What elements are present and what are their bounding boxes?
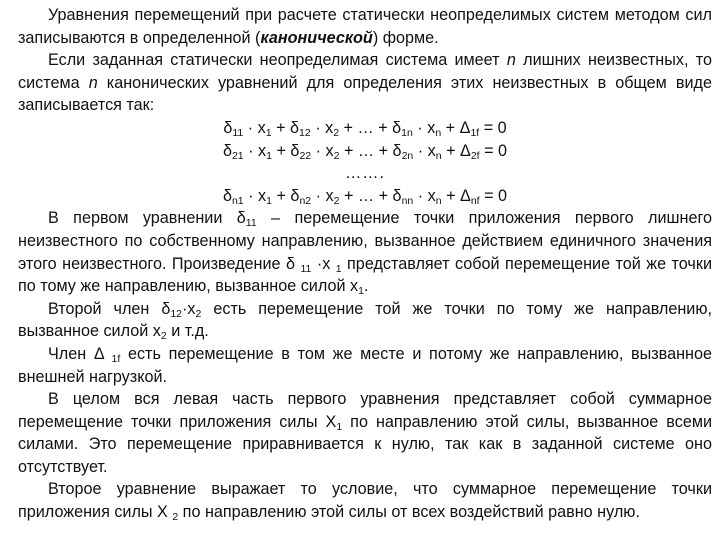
text: лишних неизвестных, то система <box>18 51 712 92</box>
equation-2: $\delta_{21} \cdot x_1 + \delta_{22} \cdot x_2$ + … + $\delta_{2n} \cdot x_n + \Delta_{2f} = 0$ <box>222 141 508 162</box>
variable-n: n <box>88 73 98 92</box>
emphasized-term: канонической <box>260 28 373 47</box>
equation-ellipsis: ……. <box>345 164 385 183</box>
text: Уравнения перемещений при расчете статически неопределимых систем методом сил записываются в определенной ( <box>18 6 712 47</box>
paragraph-load-term: Член Δ $_{1f}$ есть перемещение в том же месте и потому же направлению, вызванное внешней нагрузкой. <box>18 344 712 386</box>
paragraph-system-intro <box>18 49 712 117</box>
text: ) форме. <box>372 28 439 47</box>
paragraph-first-equation: В первом уравнении $\delta_{11}$ – перемещение точки приложения первого лишнего неизвестного по собственному направлению, вызванное действием единичного значения этого неизвестного. Произведение δ $_{11}$ ·x $_1$ представляет собой перемещение той же точки по тому же направлению, вызванное силой $x_1$. <box>18 209 712 298</box>
variable-n: n <box>506 51 516 70</box>
paragraph-second-equation: Второе уравнение выражает то условие, что суммарное перемещение точки приложения силы X $_2$ по направлению этой силы от всех воздействий равно нулю. <box>18 480 712 524</box>
paragraph-second-term: Второй член $\delta_{12}\cdot x_2$ есть перемещение той же точки по тому же направлению, вызванное силой $x_2$ и т.д. <box>18 299 712 343</box>
equation-1: $\delta_{11} \cdot x_1 + \delta_{12} \cdot x_2$ + … + $\delta_{1n} \cdot x_n + \Delta_{1f} = 0$ <box>223 118 507 139</box>
equation-n: $\delta_{n1} \cdot x_1 + \delta_{n2} \cdot x_2$ + … + $\delta_{nn} \cdot x_n + \Delta_{nf} = 0$ <box>222 186 508 207</box>
paragraph-total-displacement: В целом вся левая часть первого уравнения представляет собой суммарное перемещение точки приложения силы $X_1$ по направлению этой силы, вызванное всеми силами. Это перемещение приравнивается к нулю, так как в заданной системе оно отсутствует. <box>18 390 712 476</box>
paragraph-canonical-form <box>18 4 712 49</box>
text: канонических уравнений для определения этих неизвестных в общем виде записывается так: <box>18 73 712 115</box>
text: Если заданная статически неопределимая система имеет <box>48 51 507 70</box>
